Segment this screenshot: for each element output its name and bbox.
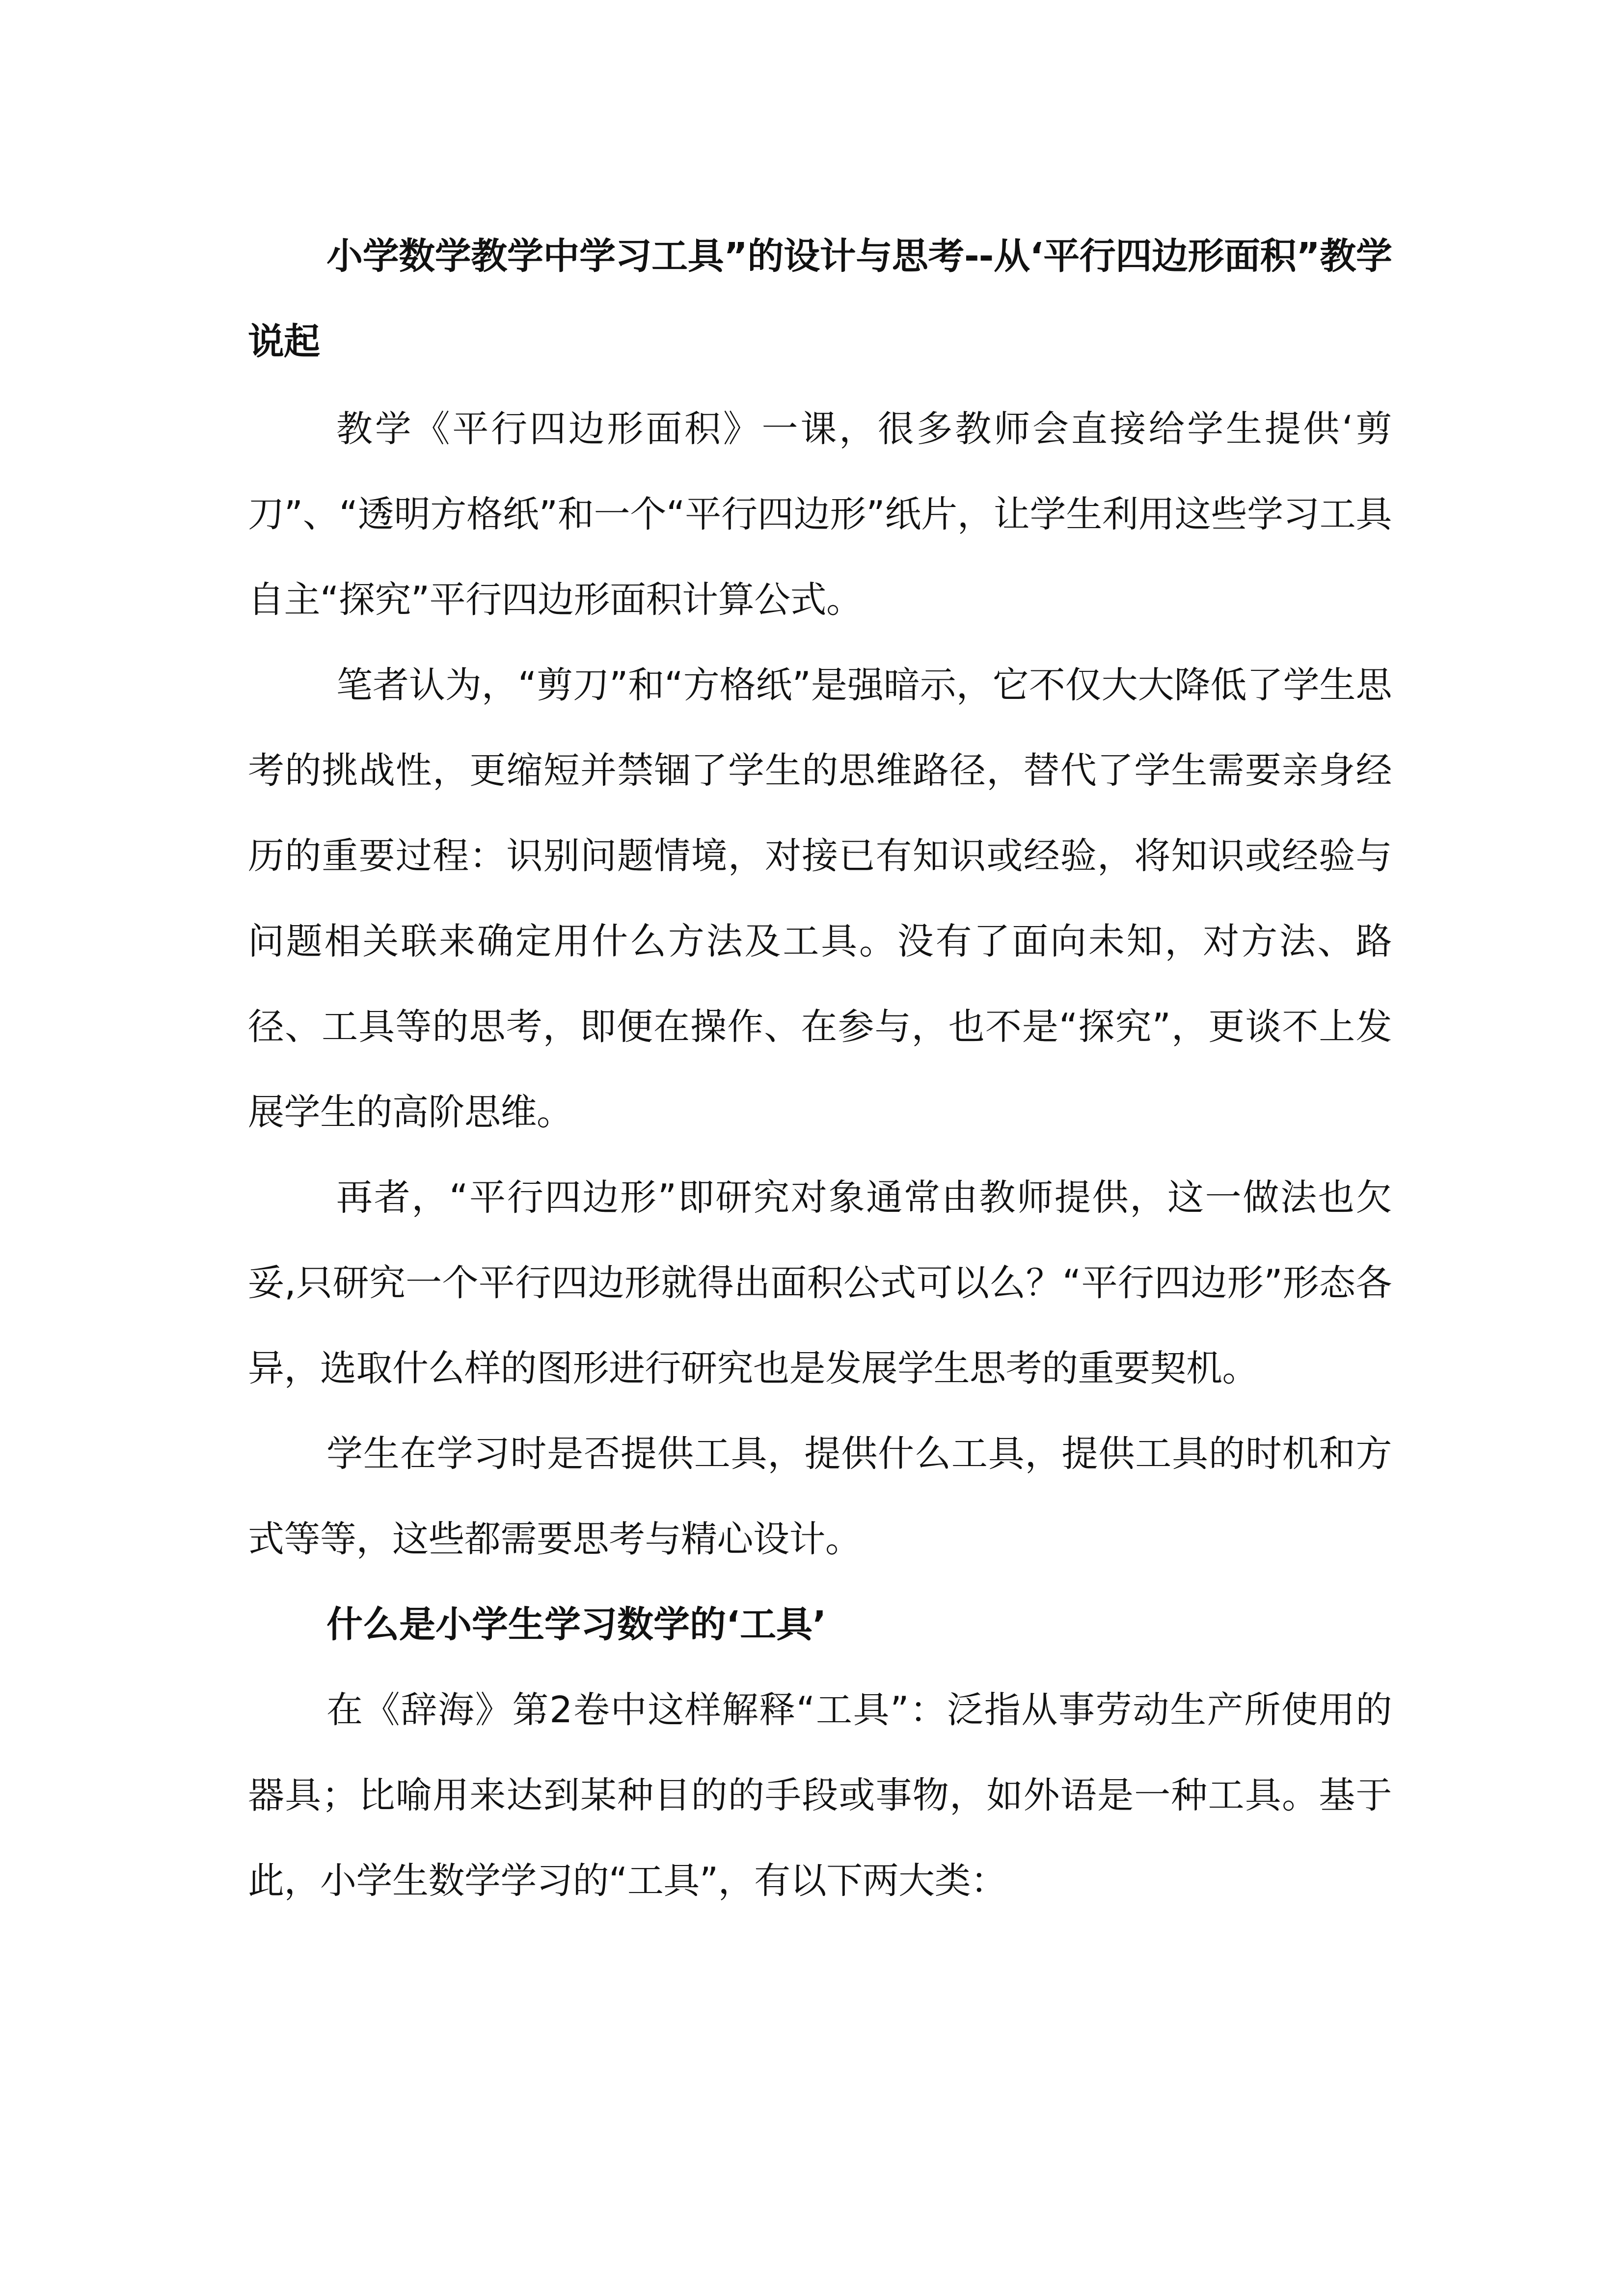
document-body [248, 214, 1392, 1923]
paragraph-4: 学生在学习时是否提供工具，提供什么工具，提供工具的时机和方式等等，这些都需要思考与精心设计。 [248, 1433, 1392, 1560]
paragraph-2: 笔者认为，“剪刀”和“方格纸”是强暗示，它不仅大大降低了学生思考的挑战性，更缩短并禁锢了学生的思维路径，替代了学生需要亲身经历的重要过程：识别问题情境，对接已有知识或经验，将知识或经验与问题相关联来确定用什么方法及工具。没有了面向未知，对方法、路径、工具等的思考，即便在操作、在参与，也不是“探究”，更谈不上发展学生的高阶思维。 [248, 664, 1392, 1133]
document-title: 小学数学教学中学习工具”的设计与思考--从‘平行四边形面积”教学说起 [248, 235, 1392, 363]
paragraph-5: 在《辞海》第2卷中这样解释“工具”：泛指从事劳动生产所使用的器具；比喻用来达到某种目的的手段或事物，如外语是一种工具。基于此，小学生数学学习的“工具”，有以下两大类： [248, 1689, 1392, 1902]
paragraph-3: 再者，“平行四边形”即研究对象通常由教师提供，这一做法也欠妥,只研究一个平行四边形就得出面积公式可以么？“平行四边形”形态各异，选取什么样的图形进行研究也是发展学生思考的重要契机。 [248, 1176, 1392, 1389]
paragraph-1: 教学《平行四边形面积》一课，很多教师会直接给学生提供‘剪刀”、“透明方格纸”和一个“平行四边形”纸片，让学生利用这些学习工具自主“探究”平行四边形面积计算公式。 [248, 408, 1392, 621]
section-heading: 什么是小学生学习数学的‘工具’ [326, 1603, 827, 1646]
